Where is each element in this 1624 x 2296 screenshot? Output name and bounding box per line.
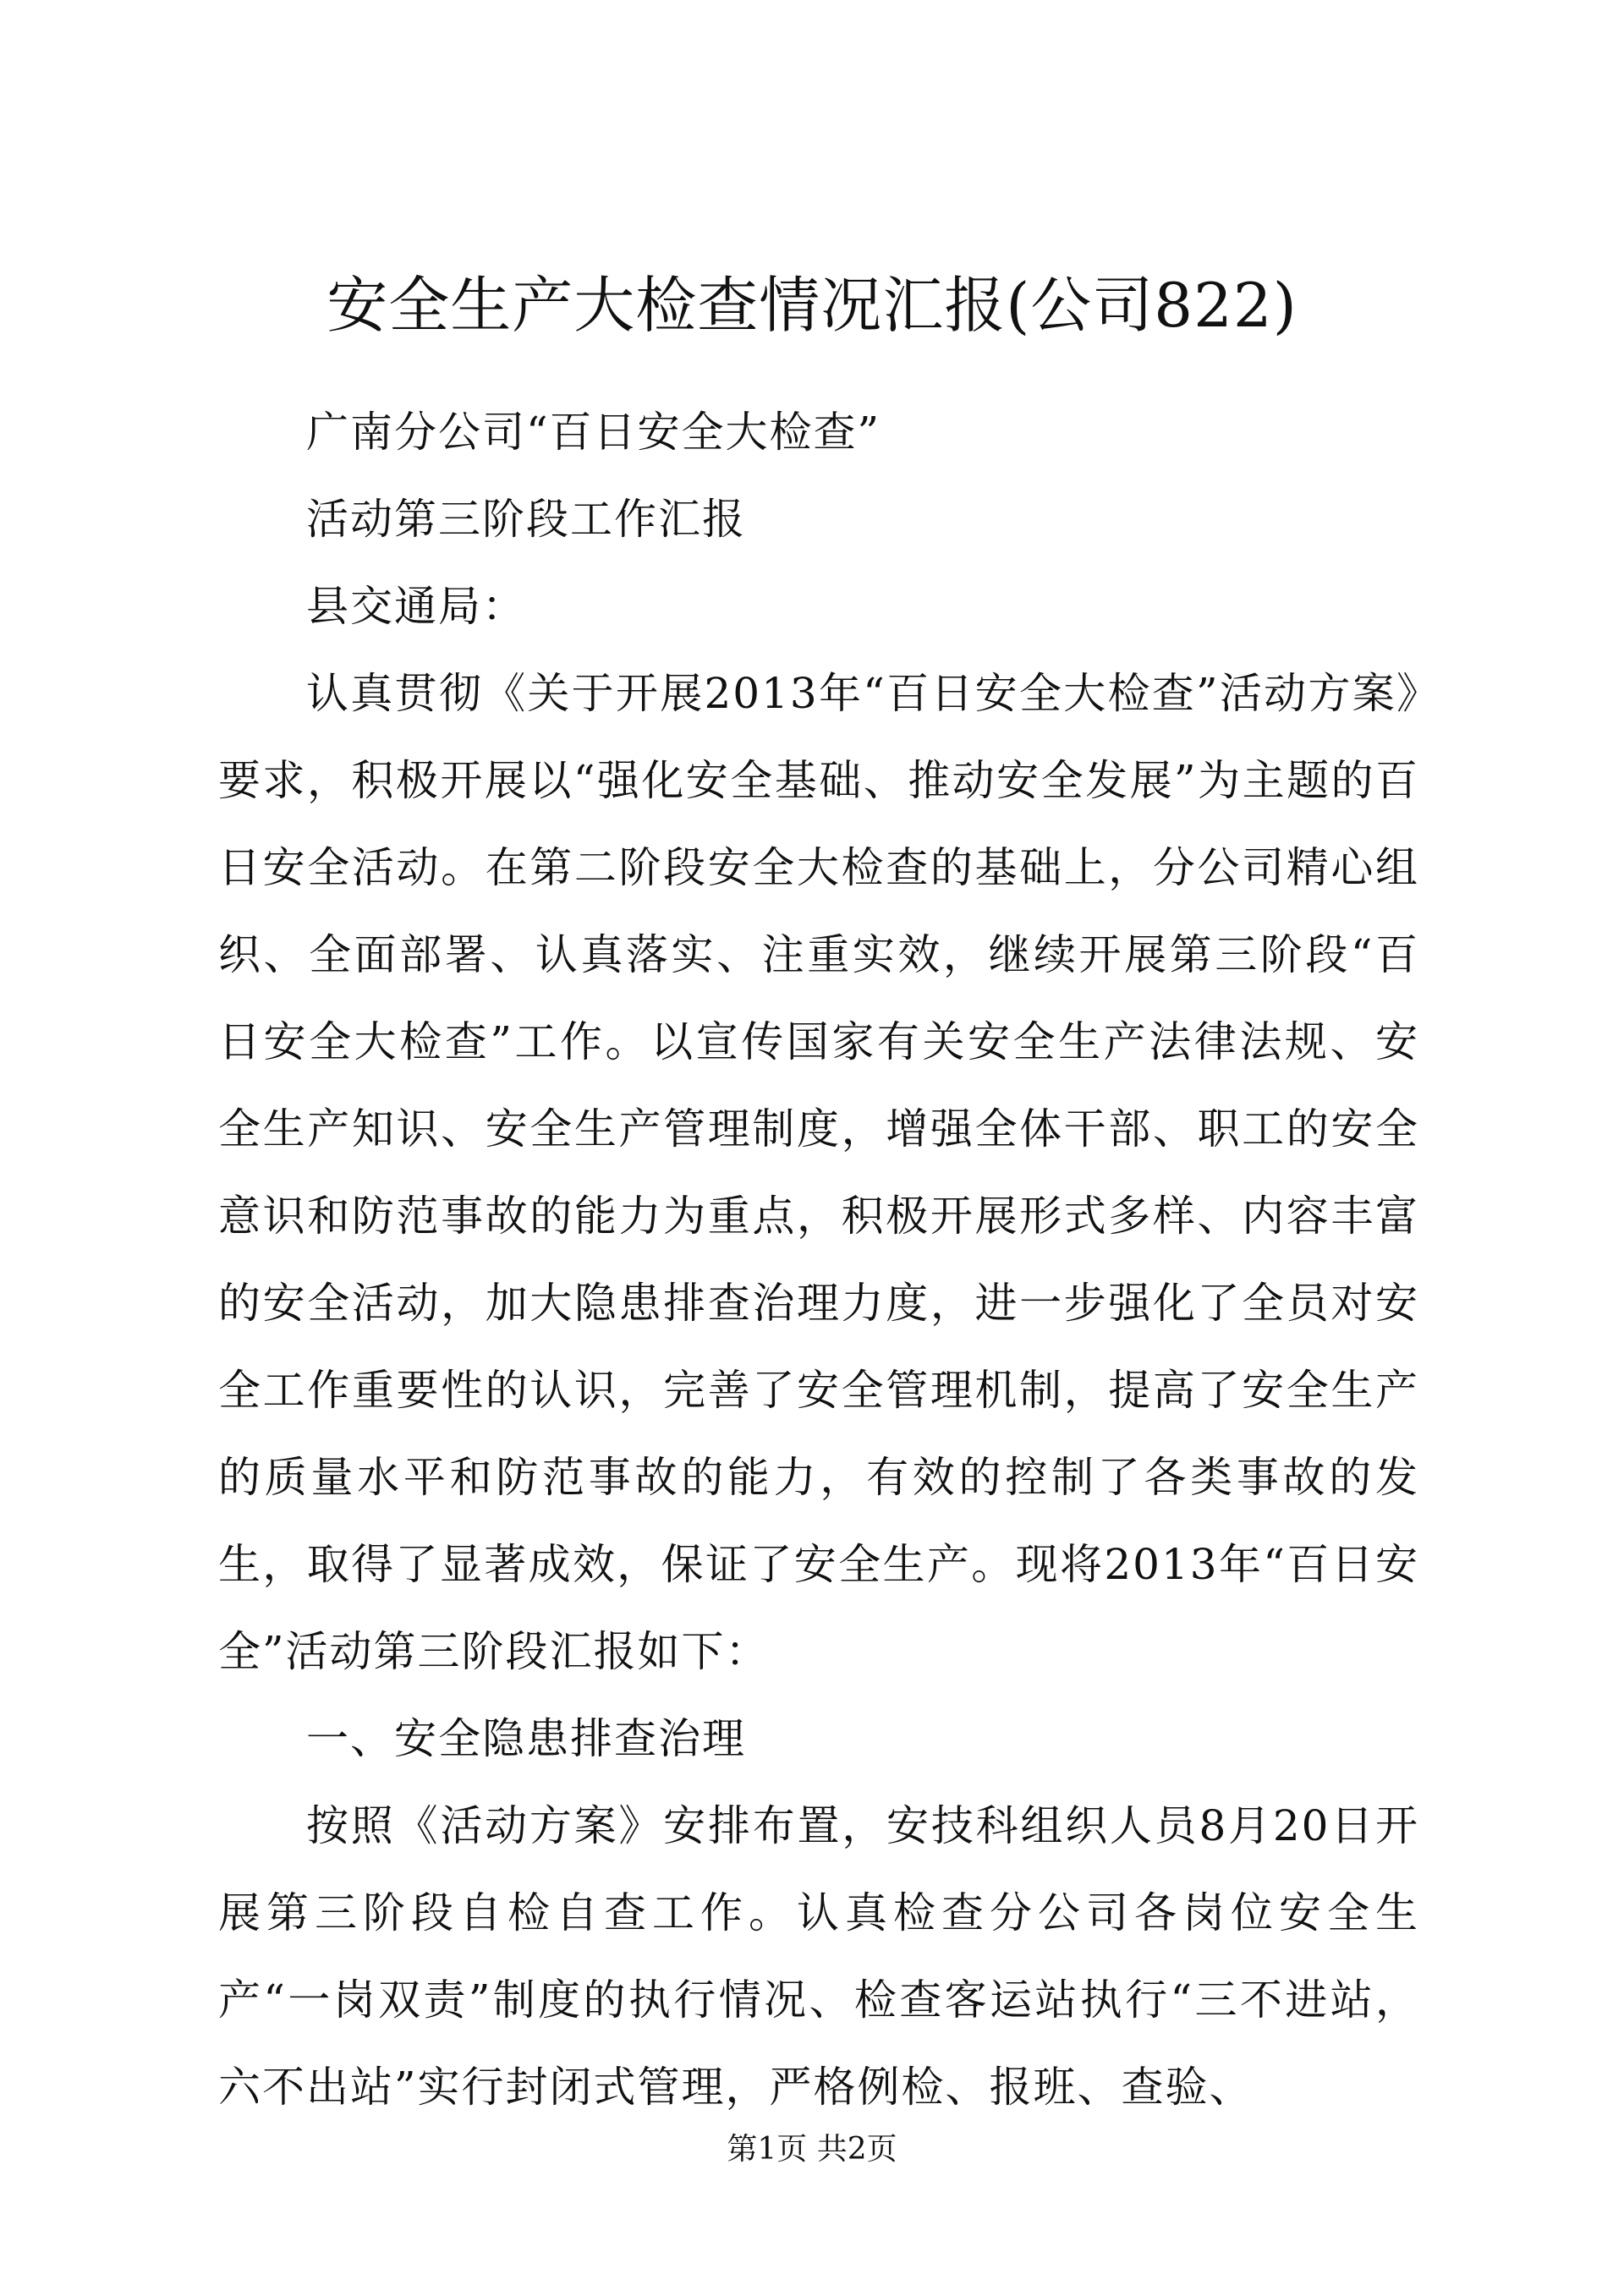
paragraph-inspection-details: 按照《活动方案》安排布置，安技科组织人员8月20日开展第三阶段自检自查工作。认真检查分公司各岗位安全生产“一岗双责”制度的执行情况、检查客运站执行“三不进站，六不出站”实行封闭式管理，严格例检、报班、查验、 xyxy=(218,1801,1419,2112)
paragraph-addressee: 县交通局： xyxy=(306,582,526,631)
paragraph-intro: 认真贯彻《关于开展2013年“百日安全大检查”活动方案》要求，积极开展以“强化安全基础、推动安全发展”为主题的百日安全活动。在第二阶段安全大检查的基础上，分公司精心组织、全面部署、认真落实、注重实效，继续开展第三阶段“百日安全大检查”工作。以宣传国家有关安全生产法律法规、安全生产知识、安全生产管理制度，增强全体干部、职工的安全意识和防范事故的能力为重点，积极开展形式多样、内容丰富的安全活动，加大隐患排查治理力度，进一步强化了全员对安全工作重要性的认识，完善了安全管理机制，提高了安全生产的质量水平和防范事故的能力，有效的控制了各类事故的发生，取得了显著成效，保证了安全生产。现将2013年“百日安全”活动第三阶段汇报如下： xyxy=(218,669,1419,1676)
document-title: 安全生产大检查情况汇报(公司822) xyxy=(326,270,1298,341)
section-heading-hazard-inspection: 一、安全隐患排查治理 xyxy=(306,1714,746,1763)
page-footer: 第1页 共2页 xyxy=(727,2132,897,2167)
paragraph-report-subtitle: 活动第三阶段工作汇报 xyxy=(306,495,746,544)
document-body xyxy=(218,389,1419,2131)
paragraph-company-line: 广南分公司“百日安全大检查” xyxy=(306,408,881,457)
